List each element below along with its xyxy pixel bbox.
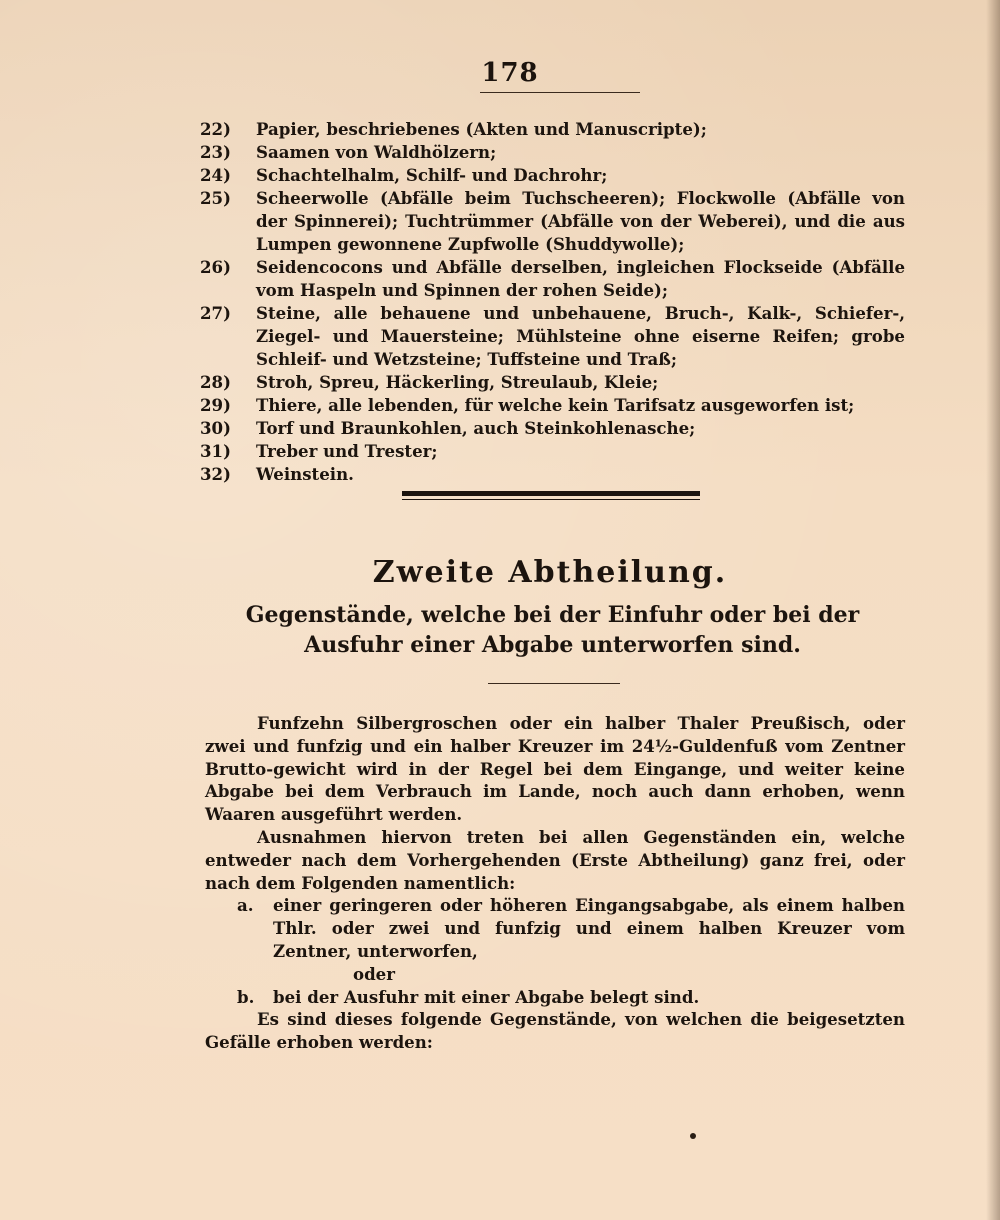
item-number: 24) (200, 165, 231, 185)
sub-item-text: bei der Ausfuhr mit einer Abgabe belegt sind. (273, 986, 700, 1007)
list-item (200, 118, 905, 141)
sub-item-label: b. (237, 986, 255, 1007)
list-item (200, 394, 905, 417)
section-divider-thick (402, 491, 700, 496)
item-text: Weinstein. (256, 464, 354, 484)
item-text: Stroh, Spreu, Häckerling, Streulaub, Kleie; (256, 372, 659, 392)
sub-item-label: a. (237, 895, 254, 916)
sub-item-a (205, 894, 905, 985)
item-text: Scheerwolle (Abfälle beim Tuchscheeren); Flockwolle (Abfälle von der Spinnerei); Tuchtrümmer (Abfälle von der Weberei), und die aus Lumpen gewonnene Zupfwolle (Shuddywolle); (256, 188, 905, 254)
page-number: 178 (481, 58, 539, 88)
item-number: 29) (200, 395, 231, 415)
item-text: Saamen von Waldhölzern; (256, 142, 497, 162)
item-number: 27) (200, 303, 231, 323)
item-number: 32) (200, 464, 231, 484)
sub-item-b (205, 986, 905, 1009)
list-item (200, 440, 905, 463)
paragraph-rates: Funfzehn Silbergroschen oder ein halber Thaler Preußisch, oder zwei und funfzig und ein halber Kreuzer im 24½-Guldenfuß vom Zentner Brutto-gewicht wird in der Regel bei dem Eingange, und weiter keine Abgabe bei dem Verbrauch im Lande, noch auch dann erhoben, wenn Waaren ausgeführt werden. (205, 713, 905, 825)
item-number: 30) (200, 418, 231, 438)
item-number: 22) (200, 119, 231, 139)
subtitle-rule (488, 683, 620, 684)
list-item (200, 371, 905, 394)
sub-item-text: einer geringeren oder höheren Eingangsabgabe, als einem halben Thlr. oder zwei und funfzig und einem halben Kreuzer vom Zentner, unterworfen, (273, 895, 905, 961)
item-text: Papier, beschriebenes (Akten und Manuscripte); (256, 119, 707, 139)
body-text (205, 712, 905, 1054)
item-text: Seidencocons und Abfälle derselben, ingleichen Flockseide (Abfälle vom Haspeln und Spinnen der rohen Seide); (256, 257, 905, 300)
list-item (200, 463, 905, 486)
item-text: Thiere, alle lebenden, für welche kein Tarifsatz ausgeworfen ist; (256, 395, 855, 415)
item-text: Torf und Braunkohlen, auch Steinkohlenasche; (256, 418, 696, 438)
page-number-rule (480, 92, 640, 93)
list-item (200, 164, 905, 187)
section-subtitle: Gegenstände, welche bei der Einfuhr oder bei der Ausfuhr einer Abgabe unterworfen sind. (245, 602, 860, 658)
list-item (200, 302, 905, 371)
item-text: Steine, alle behauene und unbehauene, Bruch-, Kalk-, Schiefer-, Ziegel- und Mauersteine; Mühlsteine ohne eiserne Reifen; grobe Schleif- und Wetzsteine; Tuffsteine und Traß; (256, 303, 905, 369)
section-title: Zweite Abtheilung. (372, 555, 728, 590)
paragraph-following: Es sind dieses folgende Gegenstände, von welchen die beigesetzten Gefälle erhoben werden: (205, 1009, 905, 1053)
paragraph-exceptions: Ausnahmen hiervon treten bei allen Gegenständen ein, welche entweder nach dem Vorhergehenden (Erste Abtheilung) ganz frei, oder nach dem Folgenden namentlich: (205, 826, 905, 893)
item-text: Schachtelhalm, Schilf- und Dachrohr; (256, 165, 608, 185)
item-number: 25) (200, 188, 231, 208)
list-item (200, 187, 905, 256)
item-number: 28) (200, 372, 231, 392)
item-text: Treber und Trester; (256, 441, 438, 461)
list-item (200, 417, 905, 440)
list-item (200, 141, 905, 164)
section-divider-thin (402, 499, 700, 500)
list-item (200, 256, 905, 302)
item-number: 26) (200, 257, 231, 277)
item-number: 23) (200, 142, 231, 162)
conjunction-or: oder (353, 963, 395, 984)
ink-dot (690, 1133, 696, 1139)
item-number: 31) (200, 441, 231, 461)
page-binding-edge (986, 0, 1000, 1220)
item-list (200, 118, 905, 486)
